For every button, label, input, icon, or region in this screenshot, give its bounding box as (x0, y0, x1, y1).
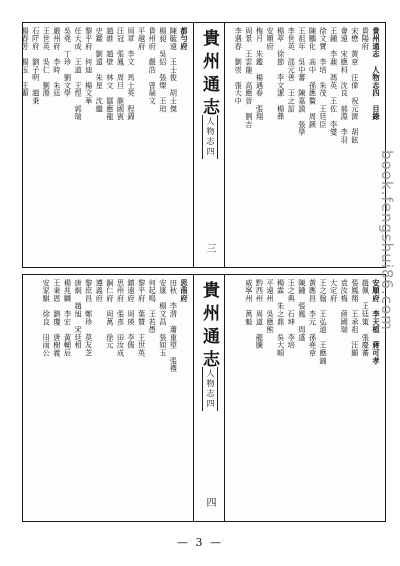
watermark-text: book.fengshui86.com (378, 150, 396, 331)
text-column: 張鳳翔 王承祖 汪顯 (350, 279, 360, 357)
text-column: 安順府 李天植 蔣可孝 (372, 279, 381, 365)
text-column: 周景 王雲龍 高應晉 劉吉 (244, 27, 254, 129)
text-column: 威寧州 萬魁 (244, 279, 254, 326)
top-right-page (227, 27, 381, 263)
text-column: 任大成 王道 王煜 郭瑞 (74, 27, 84, 121)
text-column: 陳鵬化 高中 孫應鰲 周鍈 (308, 27, 318, 129)
text-column: 安家騏 徐良 田雨公 (42, 279, 52, 357)
text-column: 王鍾 李鼐 馮英 王佐 李燮 (329, 27, 339, 137)
text-column: 楊昶 吳紹 張燦 王琯 (158, 27, 168, 113)
text-column: 平遠州 吳應熊 (266, 279, 276, 334)
text-column: 汪冠 張鳳 周旦 龍國賓 (116, 27, 126, 121)
text-column: 楊萃 徐節 李文潔 楊彝 (276, 27, 286, 121)
bottom-left-text-columns (27, 279, 189, 517)
top-left-page (21, 27, 189, 263)
spine-leaf-number: 三 (204, 243, 215, 253)
top-left-text-columns (21, 27, 189, 263)
text-column: 貴州通志 人物志四 目錄 (372, 27, 381, 121)
text-column: 黎平府 葉贊 王世英 (137, 279, 147, 357)
text-column: 周章 李文 馬士英 程錦 (127, 27, 137, 121)
text-column: 思州府 張彥 田汝成 (116, 279, 126, 357)
text-column: 安順府 (266, 27, 276, 51)
bottom-right-page (227, 279, 381, 517)
text-column: 平越府 (137, 27, 147, 51)
text-column: 史鑑 劉遠 朱星 沈繼 (95, 27, 105, 113)
text-column: 楊兆麟 李宏 黃輔辰 (63, 279, 73, 357)
top-right-text-columns (227, 27, 381, 263)
text-column: 田秋 李渭 蕭重望 張禮 (169, 279, 179, 373)
text-column: 何起鳴 王若愚 (148, 279, 158, 334)
text-column: 陳毓遠 王士俊 胡士傑 (169, 27, 179, 113)
text-column: 貴陽府 (361, 27, 371, 51)
text-column: 梅月 朱鑑 楊遇春 張翔 (255, 27, 265, 121)
text-column: 黔西州 周道 龍騰 (255, 279, 265, 350)
text-column: 安康 楊文昌 張如玉 (158, 279, 168, 357)
text-column: 石阡府 劉子明 趙秉 (31, 27, 41, 105)
text-column: 吳堯 丁珍 劉文學 (63, 27, 73, 98)
text-column: 唐炯 趙旭 宋廷相 (74, 279, 84, 350)
spine-subtitle: 人物志四 (202, 115, 218, 159)
text-column: 徐文寶 李培 朱茂 王廷臣 (319, 27, 329, 129)
text-column: 袁汝梅 蔣國瑞 (340, 279, 350, 334)
text-column: 會遠 宋應科 沈良 郝淵 李羽 (340, 27, 350, 144)
text-column: 趙佩 王廷策 張慶蕃 (361, 279, 371, 357)
text-column: 王祖年 吳中蕃 陳嘉謨 張學 (297, 27, 307, 137)
text-column: 黎庶昌 鄭珍 莫友芝 (84, 279, 94, 357)
text-column: 宋懋 黃章 汪偉 祝元濟 胡鉉 (350, 27, 360, 144)
spine-title: 貴州通志 (199, 29, 219, 121)
spine-leaf-number: 四 (204, 497, 215, 507)
text-column: 楊霖 朱之鼎 吳大順 (276, 279, 286, 357)
text-column: 楊春芳 楊玉 王顯 (21, 27, 31, 98)
text-column: 都勻府 (180, 27, 189, 51)
bottom-page-spread (22, 274, 386, 522)
text-column: 王之典 石坤 李培 (287, 279, 297, 350)
text-column: 思南府 (180, 279, 189, 303)
text-column: 李世英 邵元善 王之詔 (287, 27, 297, 113)
page-number: — 3 — (177, 536, 223, 549)
text-column: 銅仁府 周萬 徐元 (105, 279, 115, 350)
text-column: 鎮遠府 周瑛 李儒 (127, 279, 137, 350)
bottom-right-text-columns (227, 279, 381, 517)
text-column: 王秉恩 劉瓊 唐樹義 (52, 279, 62, 357)
top-page-spread (22, 22, 386, 268)
text-column: 王之翰 王弘道 王應錦 (319, 279, 329, 365)
text-column: 遵義府 (95, 279, 105, 303)
bottom-left-page (27, 279, 189, 517)
bottom-spine (193, 275, 225, 521)
text-column: 趙維 趙壁 林文 鄒應龍 (105, 27, 115, 121)
text-column: 王世英 吳仁 劉淵 (42, 27, 52, 98)
text-column: 大定府 (329, 279, 339, 303)
spine-title: 貴州通志 (199, 281, 219, 373)
text-column: 陳鍾 張鳳 周盛 (297, 279, 307, 342)
text-column: 黎平府 何迪 楊文華 (84, 27, 94, 105)
text-column: 嚴州府 李時 朱廷 (52, 27, 62, 98)
spine-subtitle: 人物志四 (202, 367, 218, 411)
text-column: 黃應昌 李元 孫堯章 (308, 279, 318, 357)
text-column: 貴州府 嚴浩 曾瑞文 (148, 27, 158, 105)
top-spine (193, 23, 225, 267)
text-column: 李遇春 劉崇 張大中 (234, 27, 244, 105)
